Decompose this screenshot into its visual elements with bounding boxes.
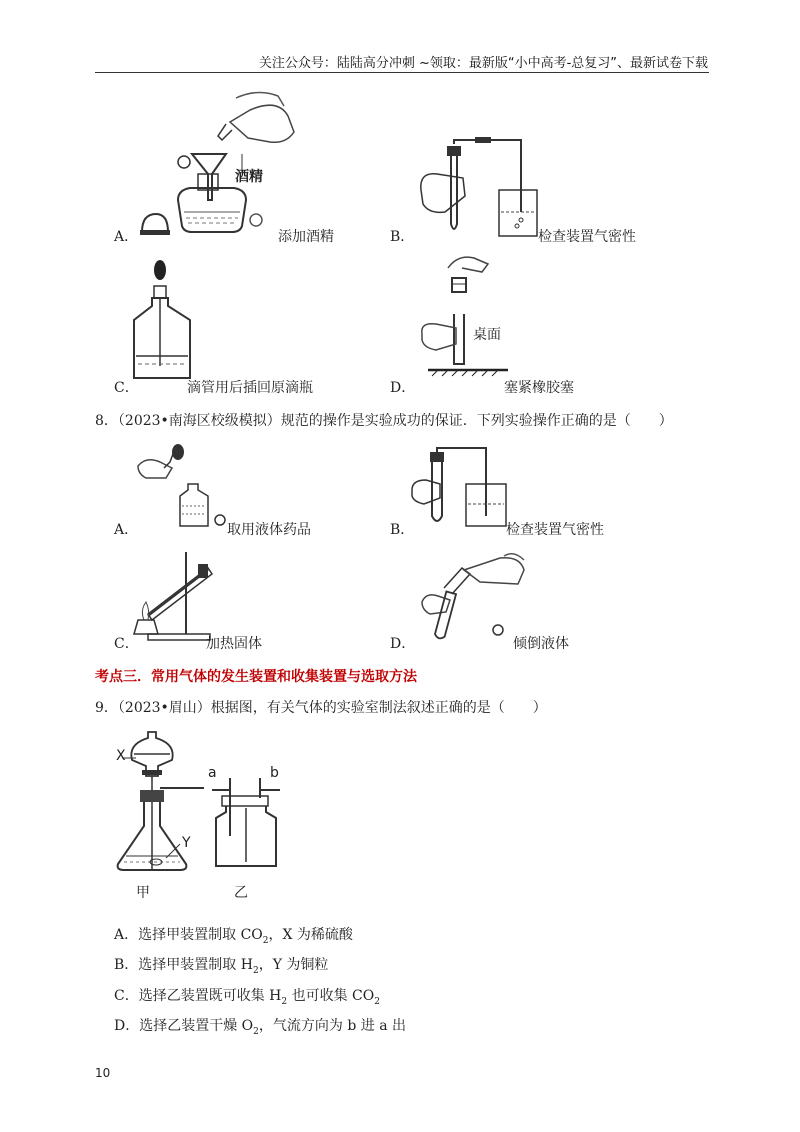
option-caption: 检查装置气密性 (538, 229, 636, 245)
figure-pour-liquid (420, 556, 530, 642)
option-letter: A． (114, 229, 139, 245)
option-letter: C． (114, 380, 139, 396)
option-caption: 检查装置气密性 (506, 522, 604, 538)
option-caption: 加热固体 (206, 636, 262, 652)
question-8-stem: 8．（2023•南海区校级模拟）规范的操作是实验成功的保证．下列实验操作正确的是（ ） (95, 413, 673, 429)
figure-heat-solid (128, 550, 218, 642)
option-letter: C． (114, 636, 139, 652)
figure-airtightness-check (415, 142, 535, 242)
section-heading: 考点三．常用气体的发生装置和收集装置与选取方法 (95, 669, 417, 685)
option-caption: 添加酒精 (278, 229, 334, 245)
figure-label-alcohol: 酒精 (235, 169, 263, 185)
option-letter: D． (390, 380, 416, 396)
q9-option-d: D．选择乙装置干燥 $O_2$，气流方向为 b 进 a 出 (114, 1018, 407, 1037)
q9-option-a: A．选择甲装置制取 $CO_2$，X 为稀硫酸 (114, 927, 353, 946)
figure-take-liquid (136, 444, 236, 530)
option-letter: B． (390, 229, 415, 245)
figure-stopper-on-table (418, 254, 508, 378)
figure-dropper-bottle (130, 258, 210, 382)
label-b: b (270, 765, 279, 781)
option-caption: 塞紧橡胶塞 (504, 380, 574, 396)
header-divider (95, 72, 709, 73)
figure-generator-jia (112, 730, 212, 898)
question-9-stem: 9．（2023•眉山）根据图，有关气体的实验室制法叙述正确的是（ ） (95, 700, 547, 716)
figure-collector-yi (210, 776, 290, 870)
label-y: Y (182, 835, 191, 851)
label-yi: 乙 (234, 885, 248, 901)
option-letter: A． (114, 522, 139, 538)
figure-add-alcohol (138, 92, 298, 242)
page-number: 10 (95, 1066, 111, 1080)
option-caption: 滴管用后插回原滴瓶 (187, 380, 313, 396)
page-header: 关注公众号：陆陆高分冲刺 ~领取：最新版“小中高考-总复习”、最新试卷下载 (258, 56, 708, 71)
q9-option-b: B．选择甲装置制取 $H_2$，Y 为铜粒 (114, 957, 329, 976)
label-a: a (208, 765, 217, 781)
option-letter: D． (390, 636, 416, 652)
option-letter: B． (390, 522, 415, 538)
option-caption: 倾倒液体 (513, 636, 569, 652)
option-caption: 取用液体药品 (227, 522, 311, 538)
figure-label-table: 桌面 (473, 327, 501, 343)
figure-airtightness-check-2 (410, 450, 510, 530)
label-x: X (116, 748, 126, 764)
label-jia: 甲 (136, 885, 150, 901)
q9-option-c: C．选择乙装置既可收集 $H_2$ 也可收集 $CO_2$ (114, 988, 380, 1007)
